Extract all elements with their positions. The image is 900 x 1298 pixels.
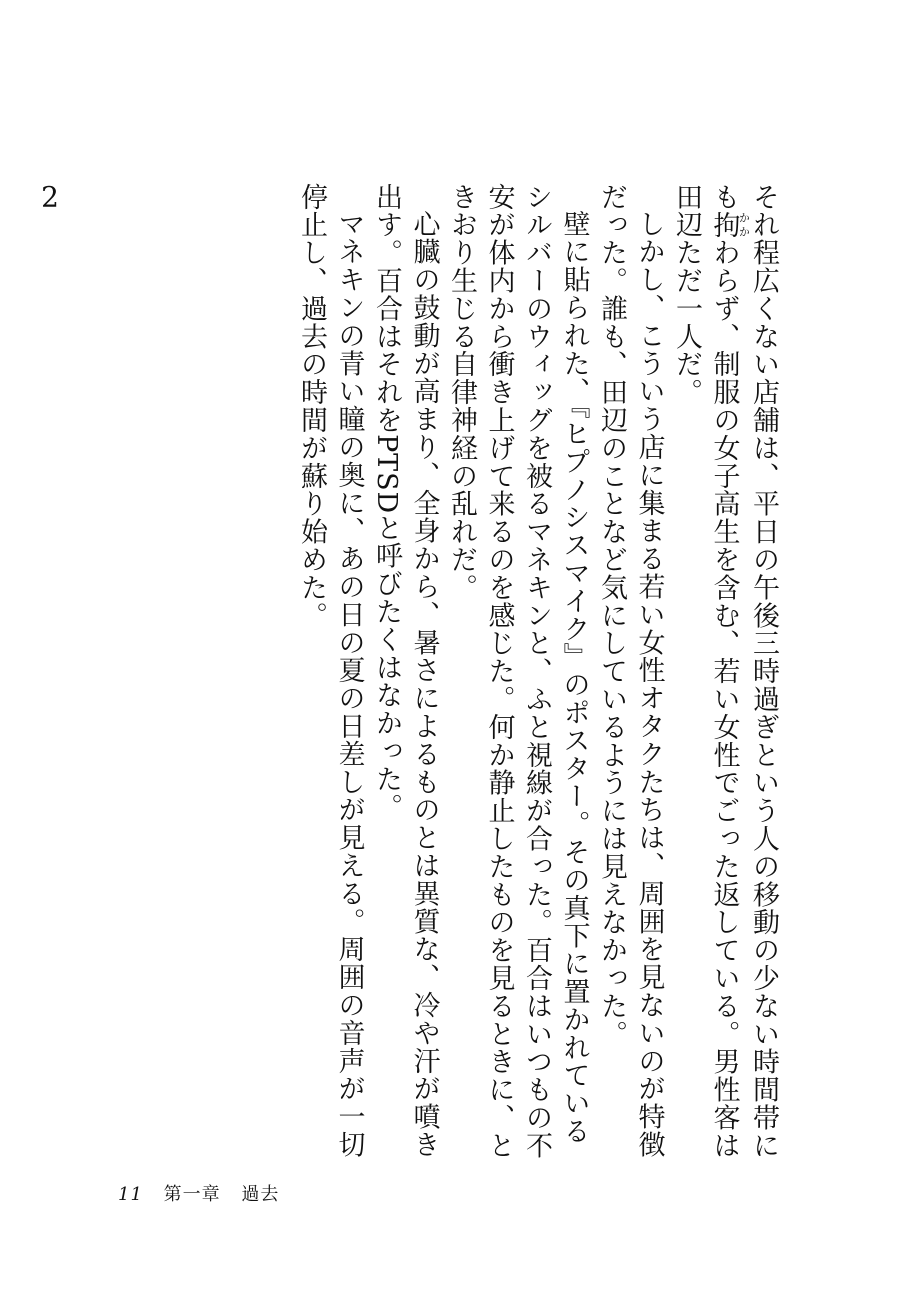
paragraph-1: それ程広くない店舗は、平日の午後三時過ぎという人の移動の少ない時間帯にも拘かかわらず、制服の女子高生を含む、若い女性でごった返している。男性客は田辺ただ一人だ。 [671,183,779,1160]
page-number: 11 [118,1184,143,1205]
paragraph-4: 心臓の鼓動が高まり、全身から、暑さによるものとは異質な、冷や汗が噴き出す。百合はそれをPTSDと呼びたくはなかった。 [371,183,440,1159]
chapter-label: 第一章 [163,1184,221,1205]
paragraph-5: マネキンの青い瞳の奥に、あの日の夏の日差しが見える。周囲の音声が一切停止し、過去の時間が蘇り始めた。 [296,183,365,1159]
page-footer [118,1180,279,1206]
section-number: 2 [41,183,59,211]
paragraph-2: しかし、こういう店に集まる若い女性オタクたちは、周囲を見ないのが特徴だった。誰も、田辺のことなど気にしているようには見えなかった。 [596,183,665,1159]
paragraph-3: 壁に貼られた、『ヒプノシスマイク』のポスター。その真下に置かれているシルバーのウィッグを被るマネキンと、ふと視線が合った。百合はいつもの不安が体内から衝き上げて来るのを感じた。何か静止したものを見るときに、ときおり生じる自律神経の乱れだ。 [446,183,590,1160]
ruby-kakawara: 拘かか [708,210,751,239]
body-text [41,183,782,1163]
chapter-title: 過去 [241,1184,280,1205]
